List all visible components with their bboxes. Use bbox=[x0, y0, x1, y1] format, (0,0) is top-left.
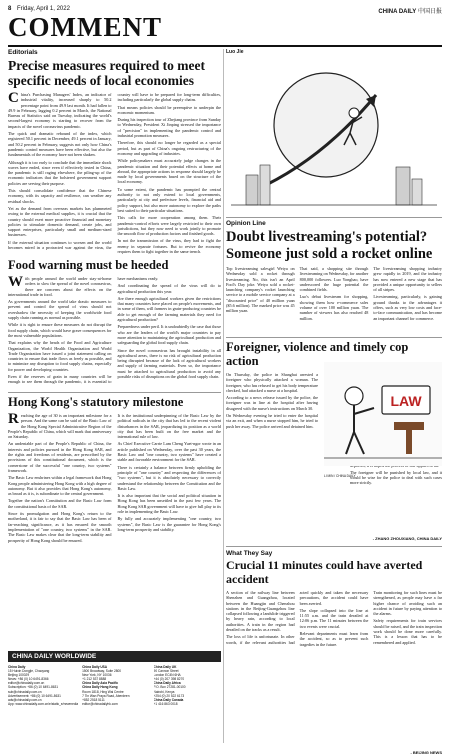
paragraph: According to a news release issued by the police, the foreigner was in line at the hospital after having disagreed with the nurse's instructions on March 30. bbox=[226, 395, 318, 411]
editorial-food-warning bbox=[8, 258, 221, 401]
footer-line: China Daily USA bbox=[82, 665, 108, 669]
paragraph: That said, a shopping site through livestreaming on Wednesday, for another 800,000 followers. Luo Yonghao, have underscored the huge potential the combined fields. bbox=[299, 266, 369, 293]
footer-line: News: +86 (0) 10 6491-8366 bbox=[8, 677, 49, 682]
paragraph: Together the nation's Constitution and the Basic Law form the constitutional basis of the SAR. bbox=[8, 498, 112, 509]
section-title: COMMENT bbox=[8, 12, 162, 42]
cartoon-illustration bbox=[226, 55, 442, 213]
paragraph: Yet as the demand from overseas markets has plummeted owing to the external medical supplies, it is crucial that the country should exert more proactive financial and monetary policies to stimulate domestic demand, create jobs, and support enterprises, particularly small and medium-sized businesses. bbox=[8, 205, 112, 238]
footer-line: P.O. Box 27281-00100 bbox=[153, 685, 186, 690]
footer-line: +254 (0) 20 522 6173 bbox=[153, 693, 185, 698]
page-number: 8 bbox=[8, 6, 12, 12]
footer-line: Room 1818, Hing Wai Centre bbox=[82, 689, 124, 694]
paragraph: A section of the railway line between Shenzhen and Guangzhou, located between the Huangjin and Chenzhou stations in the Beijing-Guangzhou line collapsed following a landslide triggered by heavy rain, according to local authorities. A train in the region had derailed on the tracks as a result. bbox=[226, 590, 295, 633]
paragraph: As Chief Executive Carrie Lam Cheng Yuet-ngor wrote in an article published on Wednesday, over the past 30 years, the Basic Law and "one country, two systems" have created a stable and favorable environment for the SAR. bbox=[117, 441, 221, 463]
paragraph: Since its promulgation and Hong Kong's return to the motherland, it is fair to say that the Basic Law has been of far-reaching significance, as it has ensured the smooth implementation of "one country, two systems" in the SAR. The Basic Law makes clear that the long-term stability and prosperity of Hong Kong should be ensured. bbox=[8, 511, 112, 543]
paragraph: During his inspection tour of Zhejiang province from Sunday to Wednesday, President Xi Jinping stressed the importance of "precision" in implementing the pandemic control and industrial promotion measures. bbox=[117, 117, 221, 139]
paragraph: While policymakers must accurately judge changes in the pandemic situation and their potential effects at home and abroad, the appropriate actions in response should largely be made by local governments based on the structure of the local economy. bbox=[117, 158, 221, 185]
footer-col-uk bbox=[154, 665, 221, 706]
crucial-headline: Crucial 11 minutes could have averted accident bbox=[226, 558, 423, 586]
footer-line: ads@chinadaily.com.cn bbox=[8, 697, 42, 702]
footer-line: +852 2518 5111 bbox=[82, 697, 105, 702]
footer-line: China Daily Asia Pacific bbox=[82, 681, 119, 686]
paper-name-en: CHINA DAILY bbox=[378, 9, 417, 15]
law-cartoon-illustration bbox=[324, 362, 442, 466]
paragraph: The quick and dramatic rebound of the index, which registered 50.1 percent in December, 49.1 percent in January, and 50.2 percent in February, suggests not only how China's pandemic control measures have been effective, but also the fundamentals of the economy have not been shaken. bbox=[8, 131, 112, 158]
paragraph: This should consolidate confidence that the Chinese economy, with its capacity and resilience, can weather any residual shocks. bbox=[8, 188, 112, 204]
paragraph: On Wednesday evening he tried to enter the hospital via an exit, and when a nurse stopped him, he tried to push her away. The police arrived and detained him. bbox=[226, 413, 318, 429]
paragraph: The slope collapsed into the line at 11:55 a.m. and the train derailed at 12:06 p.m. The 11 minutes between the two events were crucial. bbox=[299, 607, 369, 629]
paragraph: hina's Purchasing Managers' Index, an indicator of industrial vitality, increased sharply to 50.2 percentage point from 49.9 last month. It had fallen to 49.9 in February, lagging 0.2 percent in March, the National Bureau of Statistics said on Tuesday, indicating the world's second-largest economy is starting to recover from the impacts of the novel coronavirus pandemic. bbox=[8, 92, 112, 129]
paragraph: The foreigner will be punished by local law, and it would be wise for the police to deal with such cases more strictly. bbox=[350, 469, 442, 486]
footer-columns bbox=[8, 665, 221, 706]
footer-line: London EC4N 6HA bbox=[153, 673, 181, 678]
paragraph: ith people around the world under stay-at-home orders to slow the spread of the novel coronavirus, there are concerns about the effects on the international trade in food. bbox=[8, 276, 112, 297]
opinion-line-label: Opinion Line bbox=[226, 220, 266, 227]
section-divider bbox=[226, 546, 442, 547]
editorial-headline: Precise measures required to meet specific needs of local economies bbox=[8, 58, 205, 88]
editorial-cartoon bbox=[226, 49, 442, 215]
paragraph: By fully and accurately implementing "one country, two systems", the Basic Law is the guarantee for Hong Kong's long-term prosperity and stability. bbox=[117, 516, 221, 532]
paragraph: While it is right to ensure these measures do not disrupt the food supply chain, which would have grave consequences for the most vulnerable populations. bbox=[8, 322, 112, 338]
footer-line: App: www.chinadaily.com.cn/e/static_e/newmedia bbox=[8, 701, 79, 706]
footer-line: Subscription: +86 (0) 10 6491-8631 bbox=[8, 685, 59, 690]
paragraph: On Thursday, the police in Shanghai arrested a foreigner who physically attacked a woman. The foreigner, who has refused to get his body temperature checked, had attacked a nurse at a hospital. bbox=[226, 372, 318, 393]
footer-line: +1 416 863 0018 bbox=[153, 701, 178, 706]
footer-line: 7 Tin Wan Praya Road, Aberdeen bbox=[82, 693, 130, 698]
paragraph: Safety requirements for train services should be raised, and the train inspection work should be done more carefully. This is a lesson that has to be remembered and applied. bbox=[373, 618, 442, 645]
editorial-body bbox=[8, 92, 221, 262]
paragraph: Even if the reserves of grain in many countries will be enough to see them through the pandemic, it is essential to have mechanisms ready. bbox=[8, 276, 159, 385]
paragraph: Are there enough agricultural workers given the restrictions that many countries have placed on people's movements, and in some of them, will farmers in grain-producing countries be able to get enough of the farming materials they need for agricultural production? bbox=[117, 295, 221, 323]
paragraph: Although it is too early to conclude that the immediate shock waves have ended, since even if effectively tested in China, the pandemic is still raging elsewhere, the piling-up of the economic indicators that the bolstered government support policies are serving their purpose. bbox=[8, 159, 112, 186]
foreigner-headline: Foreigner, violence and timely cop action bbox=[226, 340, 409, 368]
column-divider bbox=[223, 49, 224, 743]
footer-line: New York, NY 10036 bbox=[82, 673, 112, 678]
editorial-hong-kong bbox=[8, 395, 221, 653]
foreigner-byline: - ZHANG ZHOUXIANG, CHINA DAILY bbox=[372, 536, 442, 541]
food-headline: Food warning must be heeded bbox=[8, 258, 169, 272]
footer-line: Nairobi, Kenya bbox=[153, 689, 175, 694]
hk-body bbox=[8, 413, 221, 653]
paragraph: It is the institutional underpinning of the Basic Law by the political radicals in the city that has led to the recent violent disturbances in the SAR, jeopardizing its position as a world city that has been built on the free market and the international rule of law. bbox=[117, 413, 221, 440]
footer-line: +44 (0) 207 398 8270 bbox=[153, 677, 185, 682]
footer-line: China Daily bbox=[8, 665, 26, 669]
paper-name bbox=[378, 6, 442, 15]
cartoon-byline: Luo Jie bbox=[226, 49, 244, 55]
crucial-body bbox=[226, 590, 442, 750]
editorial-precise-measures bbox=[8, 49, 221, 262]
footer-line: sub@chinadaily.com.cn bbox=[8, 689, 42, 694]
footer-line: Beijing 100029 bbox=[8, 673, 30, 678]
paragraph: The Basic Law enshrines within a legal framework that Hong Kong people administering Hong Kong with a high degree of autonomy. But it also provides that Hong Kong's autonomy, as broad as it is, is subordinate to the central government. bbox=[8, 475, 112, 497]
paragraph: Preparedness under peril. It is undoubtedly the case that those who are the leaders of the world's major countries to pay more attention to maintaining the agricultural production and safeguarding the global food supply chain. bbox=[117, 324, 221, 346]
drop-cap: R bbox=[8, 413, 19, 427]
paragraph: It is also important that the social and political situation in Hong Kong has been unsettled in the past few years. The Hong Kong SAR government will have to give full play to its role in implementing the Basic Law. bbox=[117, 493, 221, 515]
paragraph: Luo's debut livestream for shopping, showing them how e-commerce sales volume of over 100 million yuan. The number of viewers has also reached 48 million. bbox=[299, 294, 369, 321]
paragraph: Train monitoring for such lines must be strengthened, as people may have a far higher chance of avoiding such an accident in future by paying attention to the alarms. bbox=[373, 590, 442, 617]
footer-line: China Daily Hong Kong bbox=[82, 685, 118, 690]
paragraph: In not the transmission of the virus, they had to fight the enemy in separate fortunes. But to revive the economy requires them to fight together in the same trench. bbox=[117, 238, 221, 255]
paragraph: Therefore, this should no longer be regarded as a special period, but as part of China's ongoing restructuring of the economy and upgrading of industries. bbox=[117, 140, 221, 156]
paragraph: Since the novel coronavirus has brought instability in all agricultural areas, there is no risk of agricultural production being disrupted because of the lack of agricultural workers and supply of farming materials. Even so, the importance must be attached to agricultural production to avoid any possible risks of disruptions on the global food supply chain. bbox=[117, 347, 221, 380]
footer-line: +1 212 537 8888 bbox=[82, 677, 107, 682]
food-body bbox=[8, 276, 221, 401]
paragraph: If the external situation continues to worsen and the world becomes mired in a protracted war against the virus, the country will have to be prepared for long-term difficulties, including particularly the global supply chains. bbox=[8, 92, 221, 251]
cartoon-credit: LI MIN / CHINA DAILY bbox=[324, 474, 356, 478]
law-sign-text: LAW bbox=[390, 393, 422, 409]
footer-col-usa bbox=[82, 665, 149, 706]
paragraph: The loss of life is unfortunate. In other words, if the relevant authorities had acted quickly and taken the necessary precautions, the accident could have been averted. bbox=[226, 590, 369, 645]
paragraph: Relevant departments must learn from the accident, so as to prevent such tragedies in the future. bbox=[299, 631, 369, 647]
paragraph: Livestreaming, particularly, is gaining ground thanks to the advantages it offers, such as very low costs and face-to-face communication, and has become an important channel for commerce. bbox=[373, 294, 442, 321]
paragraph: This calls for more cooperation among them. Their pandemic-control efforts were largely restricted to their own jurisdictions, but they now need to work jointly to promote the smooth flow of production factors and finished goods. bbox=[117, 215, 221, 237]
paragraph: As governments around the world take drastic measures to prevent and control the spread of virus should not overshadow the necessity of keeping the worldwide food supply chain running as normal as possible. bbox=[8, 299, 112, 321]
section-divider bbox=[226, 217, 442, 218]
paragraph: There is certainly a balance between firmly upholding the principle of "one country" and respecting the differences of "two systems", but it is absolutely necessary to correctly understand the relationship between the Constitution and the Basic Law. bbox=[117, 464, 221, 491]
masthead-rule bbox=[8, 45, 442, 47]
footer-line: 90 Cannon Street bbox=[153, 669, 179, 674]
crucial-byline: - BEIJING NEWS bbox=[410, 750, 442, 755]
foreigner-body-col1 bbox=[226, 372, 318, 486]
paper-name-cn: 中国日报 bbox=[417, 9, 442, 15]
footer-col-china bbox=[8, 665, 78, 706]
editorials-label: Editorials bbox=[8, 49, 38, 56]
paragraph: And coordinating the spread of the virus will do to agricultural production this year. bbox=[117, 283, 221, 294]
opinion-headline: Doubt livestreaming's potential? Someone just sold a rocket online bbox=[226, 229, 433, 262]
footer-line: 1500 Broadway, Suite 2800 bbox=[82, 669, 122, 674]
what-they-say-label: What They Say bbox=[226, 550, 273, 557]
issue-date: Friday, April 1, 2022 bbox=[17, 6, 70, 12]
paragraph: An undeniable part of the People's Republic of China, the interests and policies pursued in the Hong Kong SAR, and the rights and freedoms of residents, are prescribed by the provisions of this constitutional document, which is the cornerstone of the successful "one country, two systems" framework. bbox=[8, 441, 112, 473]
paragraph: Top livestreaming salesgirl Weiya on Wednesday sold a rocket through livestreaming. No, this isn't an April Fool's Day joke. Weiya sold a rocket-launching company's rocket launching service to a mobile service company at a "discounted price" of 40 million yuan ($5.6 million). The marked price was 45 million yuan. bbox=[226, 266, 295, 314]
hk-headline: Hong Kong's statutory milestone bbox=[8, 395, 184, 409]
paragraph: That means policies should be preemptive to underpin the economic momentum. bbox=[117, 104, 221, 115]
masthead-footer bbox=[8, 651, 221, 743]
paragraph: To some extent, the pandemic has prompted the central authority to not only extend to local governments, particularly at city and prefecture levels, financial aid and policy support, but also more autonomy to explore the paths best suited to their particular situations. bbox=[117, 186, 221, 213]
paragraph: That explains why the heads of the Food and Agriculture Organization, the World Health Organization and World Trade Organization have issued a joint statement calling on countries to ensure that trade flows as freely as possible, and to minimize any disruption to food supply chains, especially for poorer and developing countries. bbox=[8, 340, 112, 372]
footer-line: China Daily Africa bbox=[153, 681, 181, 686]
paragraph: eaching the age of 30 is an important milestone for a person. And the same can be said of the Basic Law of the Hong Kong Special Administrative Region of the People's Republic of China, which will mark that anniversary on Saturday. bbox=[8, 413, 112, 440]
footer-line: Advertisement: +86 (0) 10 6491-8631 bbox=[8, 693, 61, 698]
paragraph: The livestreaming shopping industry grew rapidly in 2019, and the industry has now entered a new stage that has provided a unique opportunity to sellers of all stripes. bbox=[373, 266, 442, 293]
footer-line: editor@chinadailyhk.com bbox=[82, 701, 118, 706]
footer-line: China Daily Canada bbox=[153, 697, 184, 702]
footer-line: China Daily UK bbox=[153, 665, 177, 669]
footer-line: 15 Huixin Dongjie, Chaoyang bbox=[8, 669, 50, 674]
footer-line: editor@chinadaily.com.cn bbox=[8, 681, 45, 686]
section-divider bbox=[226, 337, 442, 338]
footer-title: CHINA DAILY WORLDWIDE bbox=[8, 651, 221, 662]
drop-cap: C bbox=[8, 92, 19, 106]
drop-cap: W bbox=[8, 276, 23, 290]
section-divider bbox=[8, 392, 221, 393]
opinion-crucial-minutes bbox=[226, 550, 442, 755]
